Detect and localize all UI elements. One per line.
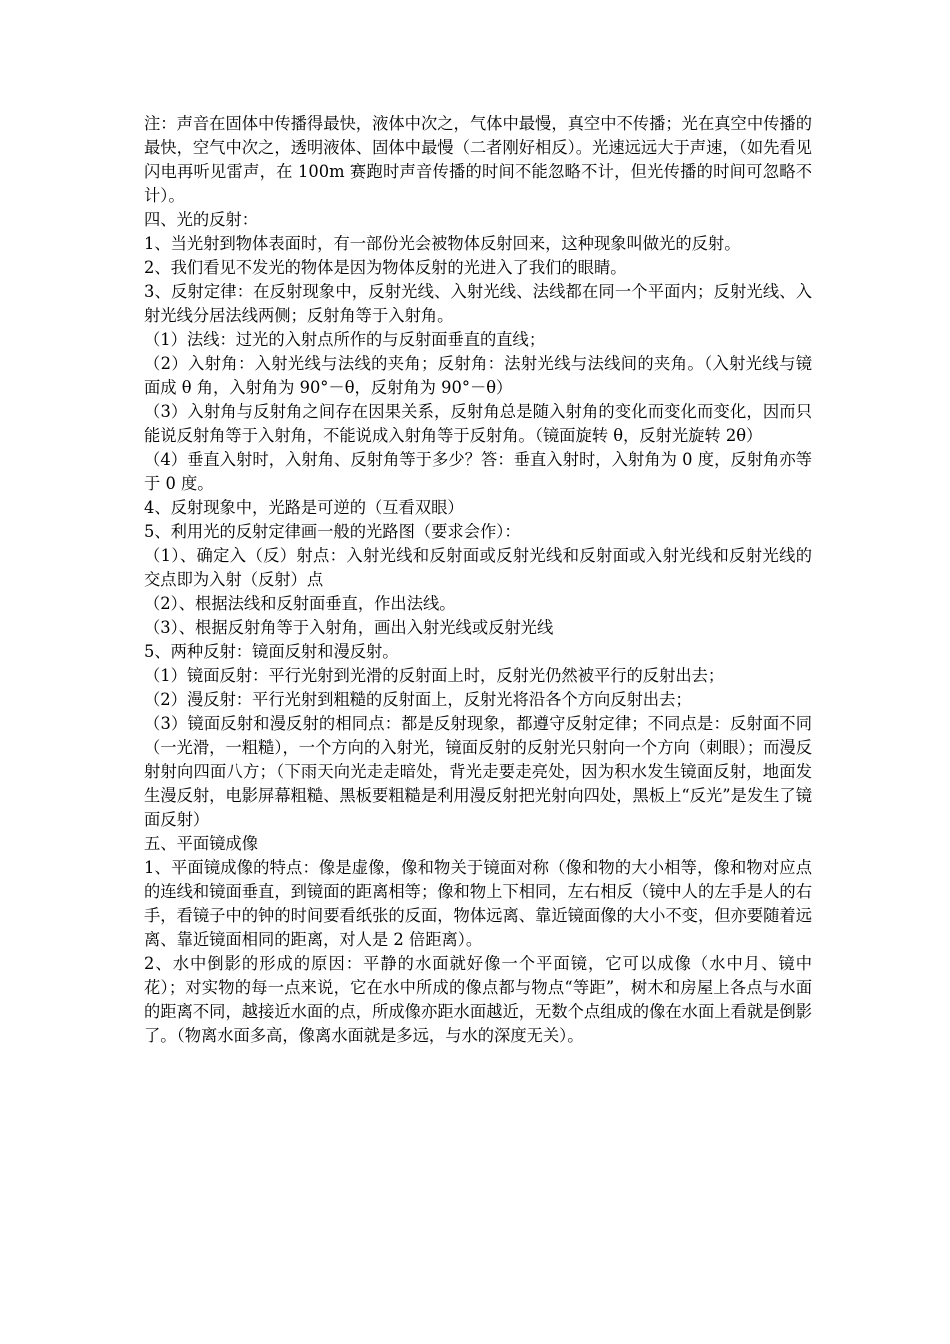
law-of-reflection: 3、反射定律：在反射现象中，反射光线、入射光线、法线都在同一个平面内；反射光线、入射光线分居法线两侧；反射角等于入射角。 [144,282,812,325]
ray-diagram-step-3: （3）、根据反射角等于入射角，画出入射光线或反射光线 [144,618,554,637]
ray-diagram-step-2: （2）、根据法线和反射面垂直，作出法线。 [144,594,456,613]
reflection-comparison: （3）镜面反射和漫反射的相同点：都是反射现象，都遵守反射定律；不同点是：反射面不同（一光滑，一粗糙），一个方向的入射光，镜面反射的反射光只射向一个方向（刺眼）；而漫反射射向四面八方；（下雨天向光走走暗处，背光走要走亮处，因为积水发生镜面反射，地面发生漫反射，电影屏幕粗糙、黑板要粗糙是利用漫反射把光射向四处，黑板上“反光”是发生了镜面反射） [144,714,812,829]
angle-definitions: （2）入射角：入射光线与法线的夹角；反射角：法射光线与法线间的夹角。（入射光线与镜面成 θ 角，入射角为 90°－θ，反射角为 90°－θ） [144,354,812,397]
section-heading-plane-mirror: 五、平面镜成像 [144,834,258,853]
cause-effect-note: （3）入射角与反射角之间存在因果关系，反射角总是随入射角的变化而变化而变化，因而只能说反射角等于入射角，不能说成入射角等于反射角。（镜面旋转 θ，反射光旋转 2θ） [144,402,812,445]
reversibility-note: 4、反射现象中，光路是可逆的（互看双眼） [144,498,464,517]
specular-reflection: （1）镜面反射：平行光射到光滑的反射面上时，反射光仍然被平行的反射出去； [144,666,725,685]
note-paragraph: 注：声音在固体中传播得最快，液体中次之，气体中最慢，真空中不传播；光在真空中传播的最快，空气中次之，透明液体、固体中最慢（二者刚好相反）。光速远远大于声速，（如先看见闪电再听见雷声，在 100m 赛跑时声音传播的时间不能忽略不计，但光传播的时间可忽略不计）。 [144,114,812,205]
plane-mirror-features: 1、平面镜成像的特点：像是虚像，像和物关于镜面对称（像和物的大小相等，像和物对应点的连线和镜面垂直，到镜面的距离相等；像和物上下相同，左右相反（镜中人的左手是人的右手，看镜子中的钟的时间要看纸张的反面，物体远离、靠近镜面像的大小不变，但亦要随着远离、靠近镜面相同的距离，对人是 2 倍距离）。 [144,858,812,949]
reflection-definition: 1、当光射到物体表面时，有一部份光会被物体反射回来，这种现象叫做光的反射。 [144,234,741,253]
normal-line-definition: （1）法线：过光的入射点所作的与反射面垂直的直线； [144,330,546,349]
seeing-nonluminous-objects: 2、我们看见不发光的物体是因为物体反射的光进入了我们的眼睛。 [144,258,627,277]
ray-diagram-heading: 5、利用光的反射定律画一般的光路图（要求会作）： [144,522,521,541]
section-heading-reflection: 四、光的反射： [144,210,258,229]
two-reflections-heading: 5、两种反射：镜面反射和漫反射。 [144,642,399,661]
perpendicular-incidence: （4）垂直入射时，入射角、反射角等于多少？答：垂直入射时，入射角为 0 度，反射角亦等于 0 度。 [144,450,812,493]
ray-diagram-step-1: （1）、确定入（反）射点：入射光线和反射面或反射光线和反射面或入射光线和反射光线的交点即为入射（反射）点 [144,546,812,589]
document-body [144,112,812,1048]
diffuse-reflection: （2）漫反射：平行光射到粗糙的反射面上，反射光将沿各个方向反射出去； [144,690,692,709]
water-reflection-cause: 2、水中倒影的形成的原因：平静的水面就好像一个平面镜，它可以成像（水中月、镜中花）；对实物的每一点来说，它在水中所成的像点都与物点“等距”，树木和房屋上各点与水面的距离不同，越接近水面的点，所成像亦距水面越近，无数个点组成的像在水面上看就是倒影了。（物离水面多高，像离水面就是多远，与水的深度无关）。 [144,954,812,1045]
